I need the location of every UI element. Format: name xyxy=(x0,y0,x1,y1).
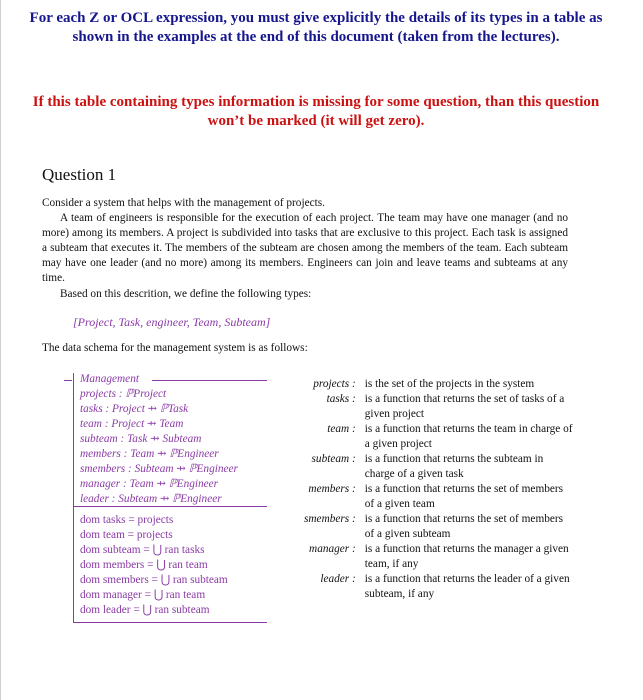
declaration-line: tasks : Project ⇸ ℙTask xyxy=(80,403,189,415)
description-text: is a function that returns the set of members of a given subteam xyxy=(364,513,564,540)
declaration-line: team : Project ⇸ Team xyxy=(80,418,184,430)
description-text: is the set of the projects in the system xyxy=(364,378,535,390)
description-text: is a function that returns the set of members of a given team xyxy=(364,483,564,510)
predicate-line: dom tasks = projects xyxy=(80,514,174,526)
declaration-line: subteam : Task ⇸ Subteam xyxy=(80,433,202,445)
schema-intro: The data schema for the management system is as follows: xyxy=(42,342,308,354)
description-text: is a function that returns the manager a given team, if any xyxy=(364,543,569,570)
description-row xyxy=(304,512,575,542)
declaration-line: manager : Team ⇸ ℙEngineer xyxy=(80,478,219,490)
schema-declarations xyxy=(80,387,238,507)
predicate-line: dom manager = ⋃ ran team xyxy=(80,589,206,601)
description-row xyxy=(304,392,575,422)
description-term: manager : xyxy=(309,543,356,555)
description-row xyxy=(304,452,575,482)
description-term: leader : xyxy=(320,573,356,585)
schema-divider xyxy=(74,506,267,507)
predicate-line: dom subteam = ⋃ ran tasks xyxy=(80,544,205,556)
predicate-line: dom members = ⋃ ran team xyxy=(80,559,208,571)
schema-predicates xyxy=(80,513,228,618)
description-text: is a function that returns the set of tasks of a given project xyxy=(364,393,565,420)
description-text: is a function that returns the leader of a given subteam, if any xyxy=(364,573,570,600)
description-term: tasks : xyxy=(326,393,356,405)
predicate-line: dom smembers = ⋃ ran subteam xyxy=(80,574,228,586)
schema-top-rule-left xyxy=(64,380,72,381)
declaration-line: members : Team ⇸ ℙEngineer xyxy=(80,448,219,460)
description-term: members : xyxy=(308,483,356,495)
schema-name: Management xyxy=(80,373,139,385)
predicate-line: dom team = projects xyxy=(80,529,173,541)
declaration-line: smembers : Subteam ⇸ ℙEngineer xyxy=(80,463,238,475)
schema-descriptions xyxy=(304,377,575,602)
team-paragraph: A team of engineers is responsible for the execution of each project. The team may have one manager (and no more) among its members. A project is subdivided into tasks that are exclusive to this project. Each task is assigned a subteam that executes it. The members of the subteam are chosen among the members of the team. Each subteam may have one leader (and no more) among its members. Engineers can join and leave teams and subteams at any time. xyxy=(42,212,568,284)
types-table-notice: For each Z or OCL expression, you must give explicitly the details of its types in a table as shown in the examples at the end of this document (taken from the lectures). xyxy=(29,10,603,45)
description-row xyxy=(304,422,575,452)
description-row xyxy=(304,572,575,602)
description-term: team : xyxy=(327,423,356,435)
types-paragraph: Based on this descrition, we define the following types: xyxy=(60,288,312,300)
z-schema-box xyxy=(73,373,267,623)
intro-paragraph: Consider a system that helps with the management of projects. xyxy=(42,197,325,209)
description-row xyxy=(304,377,575,392)
description-term: subteam : xyxy=(311,453,356,465)
description-row xyxy=(304,482,575,512)
question-title: Question 1 xyxy=(42,165,117,184)
predicate-line: dom leader = ⋃ ran subteam xyxy=(80,604,210,616)
marking-warning: If this table containing types information is missing for some question, than this question won’t be marked (it will get zero). xyxy=(32,94,600,129)
description-row xyxy=(304,542,575,572)
given-types: [Project, Task, engineer, Team, Subteam] xyxy=(73,315,271,329)
description-term: projects : xyxy=(313,378,356,390)
schema-top-rule-right xyxy=(152,380,267,381)
description-text: is a function that returns the team in charge of a given project xyxy=(364,423,573,450)
description-text: is a function that returns the subteam in charge of a given task xyxy=(364,453,544,480)
declaration-line: projects : ℙProject xyxy=(80,388,167,400)
description-term: smembers : xyxy=(304,513,356,525)
declaration-line: leader : Subteam ⇸ ℙEngineer xyxy=(80,493,222,505)
